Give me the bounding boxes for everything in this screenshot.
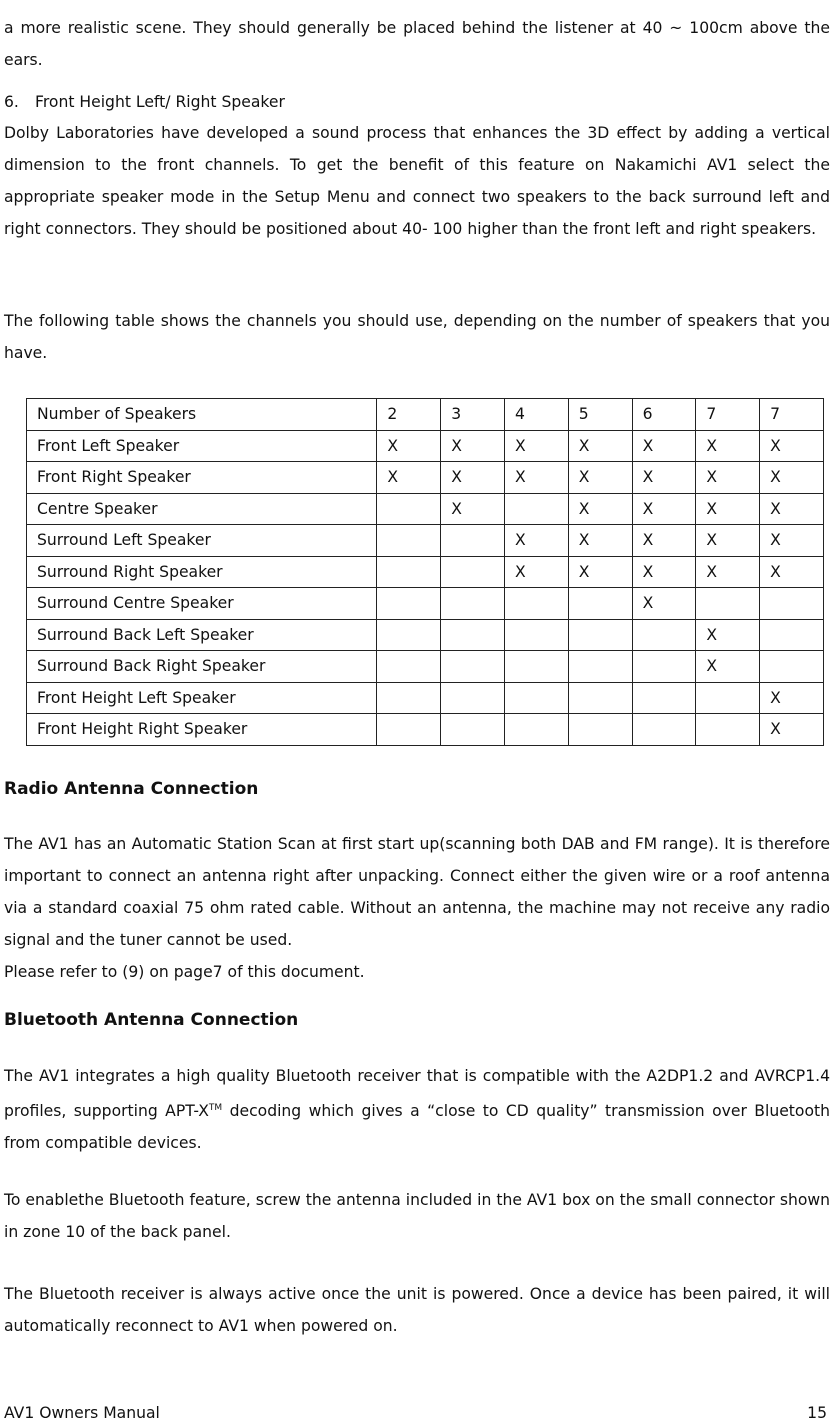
- table-row: [27, 714, 824, 746]
- table-cell: X: [696, 462, 760, 494]
- table-cell: [377, 556, 441, 588]
- section-6-title-text: Front Height Left/ Right Speaker: [35, 93, 285, 111]
- table-cell: [632, 682, 696, 714]
- table-row-label: Front Height Left Speaker: [27, 682, 377, 714]
- table-cell: X: [632, 493, 696, 525]
- table-row: [27, 430, 824, 462]
- table-cell: [441, 682, 505, 714]
- table-cell: [441, 525, 505, 557]
- speaker-channel-table: [26, 398, 824, 746]
- table-cell: 3: [441, 399, 505, 431]
- table-cell: X: [632, 588, 696, 620]
- bluetooth-p1-before: The AV1 integrates a high quality Bluetooth receiver that is compatible with the A2DP1.2 and AVRCP1.4 profiles, supporting APT-X: [4, 1067, 830, 1120]
- table-row-label: Front Left Speaker: [27, 430, 377, 462]
- table-cell: X: [377, 462, 441, 494]
- table-row: [27, 619, 824, 651]
- section-6-number: 6.: [4, 93, 19, 111]
- bluetooth-paragraph-3: The Bluetooth receiver is always active once the unit is powered. Once a device has been paired, it will automatically reconnect to AV1 when powered on.: [4, 1285, 830, 1335]
- table-cell: X: [696, 430, 760, 462]
- table-cell: [377, 588, 441, 620]
- table-cell: X: [568, 525, 632, 557]
- table-cell: X: [760, 714, 824, 746]
- table-cell: X: [441, 462, 505, 494]
- table-cell: [696, 682, 760, 714]
- table-row: [27, 682, 824, 714]
- table-cell: X: [696, 493, 760, 525]
- table-cell: 6: [632, 399, 696, 431]
- bluetooth-paragraph-1: [4, 1060, 830, 1159]
- table-cell: [377, 525, 441, 557]
- table-cell: [377, 619, 441, 651]
- radio-antenna-refer: Please refer to (9) on page7 of this document.: [4, 963, 365, 981]
- table-cell: [504, 619, 568, 651]
- table-row-label: Centre Speaker: [27, 493, 377, 525]
- table-cell: X: [632, 556, 696, 588]
- table-cell: [441, 714, 505, 746]
- table-cell: [568, 714, 632, 746]
- table-cell: X: [632, 525, 696, 557]
- radio-antenna-heading: Radio Antenna Connection: [4, 779, 259, 799]
- table-cell: X: [696, 525, 760, 557]
- table-cell: X: [760, 430, 824, 462]
- table-row-label: Number of Speakers: [27, 399, 377, 431]
- table-cell: [632, 619, 696, 651]
- radio-antenna-body: The AV1 has an Automatic Station Scan at first start up(scanning both DAB and FM range). It is therefore important to connect an antenna right after unpacking. Connect either the given wire or a roof antenna via a standard coaxial 75 ohm rated cable. Without an antenna, the machine may not receive any radio signal and the tuner cannot be used.: [4, 835, 830, 949]
- table-cell: [568, 588, 632, 620]
- table-cell: [696, 588, 760, 620]
- table-row-label: Front Height Right Speaker: [27, 714, 377, 746]
- intro-continued-paragraph: a more realistic scene. They should generally be placed behind the listener at 40 ~ 100cm above the ears.: [4, 19, 830, 69]
- table-cell: X: [760, 462, 824, 494]
- table-cell: [504, 588, 568, 620]
- table-row: [27, 588, 824, 620]
- table-cell: [441, 651, 505, 683]
- table-cell: [504, 714, 568, 746]
- table-cell: X: [504, 556, 568, 588]
- table-cell: 7: [760, 399, 824, 431]
- table-cell: [568, 651, 632, 683]
- table-cell: [377, 682, 441, 714]
- table-cell: 5: [568, 399, 632, 431]
- table-cell: [568, 619, 632, 651]
- table-row-label: Surround Centre Speaker: [27, 588, 377, 620]
- footer-page-number: 15: [807, 1404, 827, 1422]
- table-cell: X: [760, 525, 824, 557]
- table-cell: X: [760, 682, 824, 714]
- table-cell: [568, 682, 632, 714]
- footer-manual-title: AV1 Owners Manual: [4, 1404, 160, 1422]
- table-cell: [504, 651, 568, 683]
- table-row-label: Front Right Speaker: [27, 462, 377, 494]
- table-row: [27, 651, 824, 683]
- table-row-label: Surround Right Speaker: [27, 556, 377, 588]
- table-cell: [441, 556, 505, 588]
- table-cell: X: [696, 651, 760, 683]
- table-cell: 7: [696, 399, 760, 431]
- table-cell: [377, 493, 441, 525]
- table-cell: X: [568, 493, 632, 525]
- table-row-label: Surround Back Right Speaker: [27, 651, 377, 683]
- table-cell: [632, 651, 696, 683]
- table-cell: [377, 651, 441, 683]
- table-cell: X: [504, 430, 568, 462]
- table-cell: [504, 682, 568, 714]
- table-cell: 2: [377, 399, 441, 431]
- table-cell: [696, 714, 760, 746]
- section-6-body: Dolby Laboratories have developed a sound process that enhances the 3D effect by adding a vertical dimension to the front channels. To get the benefit of this feature on Nakamichi AV1 select the appropriate speaker mode in the Setup Menu and connect two speakers to the back surround left and right connectors. They should be positioned about 40- 100 higher than the front left and right speakers.: [4, 124, 830, 238]
- bluetooth-antenna-heading: Bluetooth Antenna Connection: [4, 1010, 299, 1030]
- table-cell: [504, 493, 568, 525]
- table-header-row: [27, 399, 824, 431]
- table-cell: [377, 714, 441, 746]
- table-row-label: Surround Back Left Speaker: [27, 619, 377, 651]
- table-cell: X: [760, 493, 824, 525]
- trademark-mark: TM: [208, 1103, 223, 1113]
- table-row: [27, 525, 824, 557]
- table-cell: 4: [504, 399, 568, 431]
- table-row: [27, 493, 824, 525]
- table-cell: X: [568, 430, 632, 462]
- bluetooth-paragraph-2: To enablethe Bluetooth feature, screw the antenna included in the AV1 box on the small connector shown in zone 10 of the back panel.: [4, 1191, 830, 1241]
- table-cell: X: [632, 462, 696, 494]
- table-cell: X: [568, 556, 632, 588]
- table-cell: X: [760, 556, 824, 588]
- table-cell: [760, 588, 824, 620]
- table-cell: X: [568, 462, 632, 494]
- table-cell: [632, 714, 696, 746]
- table-row: [27, 556, 824, 588]
- table-cell: X: [696, 556, 760, 588]
- table-cell: X: [441, 493, 505, 525]
- table-cell: X: [441, 430, 505, 462]
- table-cell: X: [377, 430, 441, 462]
- table-cell: X: [696, 619, 760, 651]
- table-cell: [760, 651, 824, 683]
- table-row: [27, 462, 824, 494]
- table-row-label: Surround Left Speaker: [27, 525, 377, 557]
- table-intro-paragraph: The following table shows the channels you should use, depending on the number of speakers that you have.: [4, 312, 830, 362]
- table-cell: X: [504, 525, 568, 557]
- bluetooth-p1-after: decoding which gives a “close to CD quality” transmission over Bluetooth from compatible devices.: [4, 1102, 831, 1152]
- table-cell: X: [504, 462, 568, 494]
- table-cell: [760, 619, 824, 651]
- table-cell: [441, 619, 505, 651]
- section-6-title: [4, 86, 830, 118]
- table-cell: X: [632, 430, 696, 462]
- table-cell: [441, 588, 505, 620]
